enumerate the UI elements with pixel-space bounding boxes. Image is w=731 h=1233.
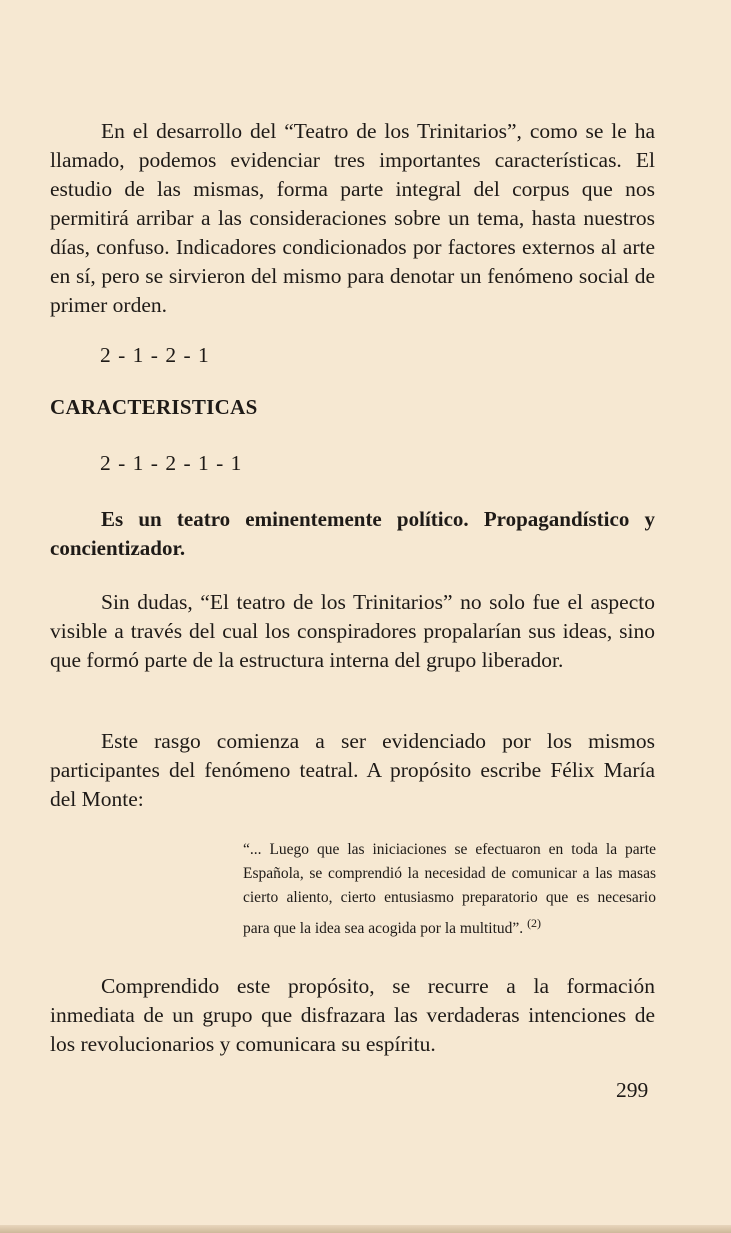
block-quote [243,838,656,941]
este-rasgo-paragraph: Este rasgo comienza a ser evidenciado por los mismos participantes del fenómeno teatral. A propósito escribe Félix María del Monte: [50,729,655,811]
page-bottom-edge [0,1225,731,1233]
sin-dudas-paragraph: Sin dudas, “El teatro de los Trinitarios” no solo fue el aspecto visible a través del cual los conspiradores propalarían sus ideas, sino que formó parte de la estructura interna del grupo liberador. [50,590,655,672]
intro-paragraph: En el desarrollo del “Teatro de los Trinitarios”, como se le ha llamado, podemos evidenciar tres importantes características. El estudio de las mismas, forma parte integral del corpus que nos permitirá arribar a las consideraciones sobre un tema, hasta nuestros días, confuso. Indicadores condicionados por factores externos al arte en sí, pero se sirvieron del mismo para denotar un fenómeno social de primer orden. [50,119,655,317]
section-number-2-1-2-1-1: 2 - 1 - 2 - 1 - 1 [100,451,243,475]
bold-statement-paragraph: Es un teatro eminentemente político. Propagandístico y concientizador. [50,507,655,560]
section-heading: CARACTERISTICAS [50,395,258,419]
page-number: 299 [616,1078,649,1102]
footnote-reference: (2) [527,915,542,930]
section-number-2-1-2-1: 2 - 1 - 2 - 1 [100,343,210,367]
comprendido-paragraph: Comprendido este propósito, se recurre a la formación inmediata de un grupo que disfrazara las verdaderas intenciones de los revolucionarios y comunicara su espíritu. [50,974,655,1056]
quote-text: “... Luego que las iniciaciones se efectuaron en toda la parte Española, se comprendió la necesidad de comunicar a las masas cierto aliento, cierto entusiasmo preparatorio que es necesario para que la idea sea acogida por la multitud”. [243,841,656,937]
